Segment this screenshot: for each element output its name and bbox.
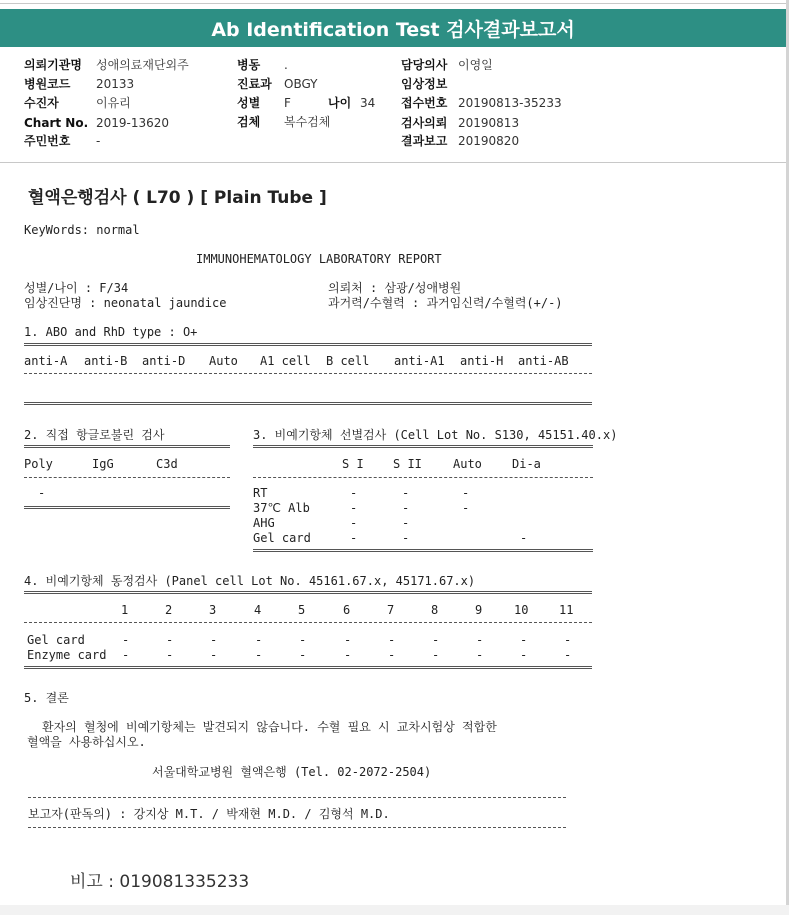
sec4-cell: -: [388, 633, 396, 647]
sec4-col: 2: [165, 603, 173, 617]
sec1-rule-top: [24, 343, 592, 346]
sec4-cell: -: [210, 633, 218, 647]
sec4-cell: -: [344, 633, 352, 647]
sec4-cell: -: [255, 633, 263, 647]
sec4-cell: -: [122, 633, 130, 647]
sec3-cell: -: [350, 516, 358, 530]
sec2-rule-bottom: [24, 506, 230, 509]
sec4-cell: -: [210, 648, 218, 662]
sec3-h-s1: S I: [342, 457, 364, 471]
sec3-cell: -: [402, 531, 410, 545]
reporters-line: 보고자(판독의) : 강지상 M.T. / 박재현 M.D. / 김형석 M.D.: [28, 807, 390, 821]
sec4-cell: -: [564, 633, 572, 647]
dept-label: 진료과: [237, 77, 272, 91]
sec1-h-anti-a1: anti-A1: [394, 354, 445, 368]
sec3-row-label: RT: [253, 486, 268, 500]
diagnosis-line: 임상진단명 : neonatal jaundice: [24, 296, 227, 310]
sec2-rule-top: [24, 445, 230, 448]
sec1-title: 1. ABO and RhD type : O+: [24, 325, 198, 339]
age-value: 34: [360, 96, 376, 110]
hospital-code-label: 병원코드: [24, 77, 71, 91]
reporter-rule-top: [28, 797, 566, 798]
sec3-cell: -: [520, 531, 528, 545]
sec1-h-anti-b: anti-B: [84, 354, 128, 368]
sec1-h-anti-a: anti-A: [24, 354, 68, 368]
sec3-h-s2: S II: [393, 457, 422, 471]
remark-value: : 019081335233: [108, 872, 250, 892]
sec4-title: 4. 비예기항체 동정검사 (Panel cell Lot No. 45161.67.x, 45171.67.x): [24, 574, 476, 588]
ward-label: 병동: [237, 58, 261, 72]
sec4-cell: -: [520, 633, 528, 647]
sec4-rule-mid: [24, 622, 592, 623]
info-divider: [0, 162, 786, 163]
ward-value: .: [284, 58, 288, 72]
sec3-row-label: Gel card: [253, 531, 311, 545]
sec2-h-poly: Poly: [24, 457, 53, 471]
sec4-cell: -: [299, 633, 307, 647]
sec3-cell: -: [350, 531, 358, 545]
report-date-label: 결과보고: [401, 134, 448, 148]
sec2-value: -: [38, 486, 46, 500]
sec1-h-anti-h: anti-H: [460, 354, 504, 368]
sec3-cell: -: [462, 501, 470, 515]
test-title: 혈액은행검사 ( L70 ) [ Plain Tube ]: [28, 188, 327, 208]
chart-no-label: Chart No.: [24, 116, 89, 130]
resident-no-label: 주민번호: [24, 134, 71, 148]
sec2-h-c3d: C3d: [156, 457, 178, 471]
top-border: [0, 3, 786, 4]
chart-no-value: 2019-13620: [96, 116, 170, 130]
sec4-col: 3: [209, 603, 217, 617]
sec4-cell: -: [122, 648, 130, 662]
receipt-no-value: 20190813-35233: [458, 96, 562, 110]
requesting-org-label: 의뢰기관명: [24, 58, 82, 72]
sec1-rule-bottom: [24, 402, 592, 405]
request-date-value: 20190813: [458, 116, 520, 130]
sec4-col: 6: [343, 603, 351, 617]
referral-line: 의뢰처 : 삼광/성애병원: [328, 281, 462, 295]
conclusion-line-2: 혈액을 사용하십시오.: [27, 735, 146, 749]
examinee-value: 이유리: [96, 96, 131, 110]
sec4-cell: -: [476, 648, 484, 662]
sec5-title: 5. 결론: [24, 691, 69, 705]
sec3-h-auto: Auto: [453, 457, 482, 471]
sex-label: 성별: [237, 96, 261, 110]
sec4-cell: -: [299, 648, 307, 662]
sec4-col: 4: [254, 603, 262, 617]
sec4-cell: -: [344, 648, 352, 662]
clinical-info-label: 임상정보: [401, 77, 448, 91]
sec3-rule-top: [253, 445, 593, 448]
lab-report-title: IMMUNOHEMATOLOGY LABORATORY REPORT: [196, 252, 442, 266]
keywords: KeyWords: normal: [24, 223, 140, 237]
sex-age-line: 성별/나이 : F/34: [24, 281, 129, 295]
sec3-cell: -: [462, 486, 470, 500]
sec4-cell: -: [520, 648, 528, 662]
sec4-col: 8: [431, 603, 439, 617]
sec3-cell: -: [402, 486, 410, 500]
sec4-col: 1: [121, 603, 129, 617]
sec4-col: 7: [387, 603, 395, 617]
sec1-h-anti-d: anti-D: [142, 354, 186, 368]
sec3-rule-bottom: [253, 549, 593, 552]
dept-value: OBGY: [284, 77, 318, 91]
sec4-cell: -: [166, 648, 174, 662]
sec4-rule-bottom: [24, 666, 592, 669]
specimen-label: 검체: [237, 115, 261, 129]
sec4-cell: -: [432, 648, 440, 662]
sec3-rule-mid: [253, 477, 593, 478]
sec3-title: 3. 비예기항체 선별검사 (Cell Lot No. S130, 45151.40.x): [253, 428, 618, 442]
examinee-label: 수진자: [24, 96, 59, 110]
sec2-title: 2. 직접 항글로불린 검사: [24, 428, 165, 442]
requesting-org-value: 성애의료재단외주: [96, 58, 189, 72]
sec3-cell: -: [350, 486, 358, 500]
sec4-cell: -: [255, 648, 263, 662]
sec4-cell: -: [476, 633, 484, 647]
sec1-h-auto: Auto: [209, 354, 238, 368]
sec3-row-label: AHG: [253, 516, 275, 530]
sec3-row-label: 37℃ Alb: [253, 501, 310, 515]
institution-line: 서울대학교병원 혈액은행 (Tel. 02-2072-2504): [152, 765, 432, 779]
sec4-cell: -: [166, 633, 174, 647]
sex-value: F: [284, 96, 291, 110]
doctor-label: 담당의사: [401, 58, 448, 72]
sec4-rule-top: [24, 591, 592, 594]
report-date-value: 20190820: [458, 134, 520, 148]
sec4-cell: -: [388, 648, 396, 662]
report-title: Ab Identification Test 검사결과보고서: [0, 9, 786, 47]
specimen-value: 복수검체: [284, 115, 331, 129]
sec4-row-label: Gel card: [27, 633, 85, 647]
sec4-col: 5: [298, 603, 306, 617]
sec4-col: 10: [514, 603, 529, 617]
sec1-h-bcell: B cell: [326, 354, 370, 368]
doctor-value: 이영일: [458, 58, 493, 72]
sec4-cell: -: [564, 648, 572, 662]
resident-no-value: -: [96, 134, 101, 148]
sec1-h-a1cell: A1 cell: [260, 354, 311, 368]
sec3-cell: -: [402, 501, 410, 515]
sec4-row-label: Enzyme card: [27, 648, 107, 662]
sec2-h-igg: IgG: [92, 457, 114, 471]
receipt-no-label: 접수번호: [401, 96, 448, 110]
sec1-rule-mid: [24, 373, 592, 374]
remark: [70, 867, 249, 892]
sec2-rule-mid: [24, 477, 230, 478]
hospital-code-value: 20133: [96, 77, 135, 91]
sec3-cell: -: [350, 501, 358, 515]
age-label: 나이: [328, 96, 352, 110]
history-line: 과거력/수혈력 : 과거임신력/수혈력(+/-): [328, 296, 563, 310]
sec1-h-anti-ab: anti-AB: [518, 354, 569, 368]
sec3-cell: -: [402, 516, 410, 530]
remark-label: 비고: [70, 872, 103, 892]
sec4-cell: -: [432, 633, 440, 647]
sec3-h-dia: Di-a: [512, 457, 541, 471]
request-date-label: 검사의뢰: [401, 116, 448, 130]
conclusion-line-1: 환자의 혈청에 비예기항체는 발견되지 않습니다. 수혈 필요 시 교차시험상 적합한: [42, 720, 497, 734]
reporter-rule-bottom: [28, 827, 566, 828]
sec4-col: 11: [559, 603, 574, 617]
sec4-col: 9: [475, 603, 483, 617]
